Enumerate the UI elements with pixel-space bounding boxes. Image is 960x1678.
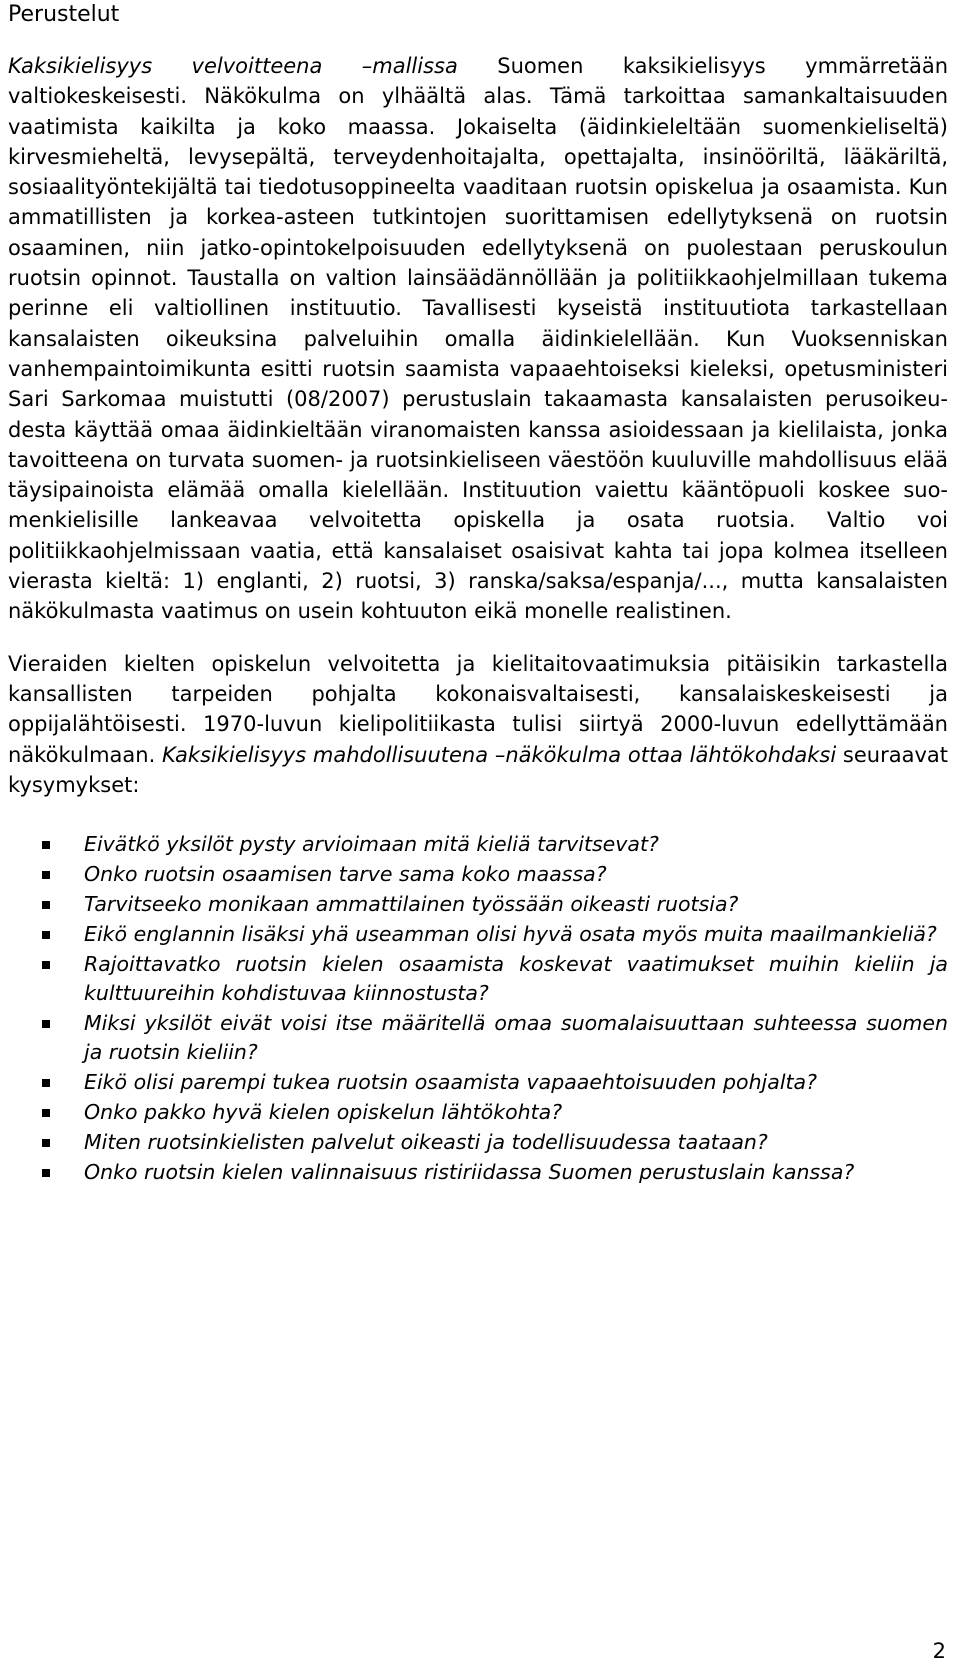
page-number: 2	[932, 1639, 946, 1663]
square-bullet-icon	[42, 961, 50, 969]
paragraph-1	[8, 51, 948, 627]
list-item-text: Rajoittavatko ruotsin kielen osaamista koskevat vaatimukset muihin kieliin ja kulttuureihin kohdistuvaa kiinnostusta?	[84, 952, 948, 1006]
list-item	[8, 1009, 948, 1067]
list-item-text: Onko pakko hyvä kielen opiskelun lähtökohta?	[84, 1100, 563, 1125]
square-bullet-icon	[42, 1139, 50, 1147]
document-page	[8, 0, 948, 1188]
paragraph-2-body-end: seuraavat kysymykset:	[8, 742, 949, 797]
list-item-text: Miksi yksilöt eivät voisi itse määritellä omaa suomalaisuuttaan suhteessa suomen ja ruotsin kieliin?	[84, 1011, 948, 1065]
list-item	[8, 1098, 948, 1127]
paragraph-2-body-start: Vieraiden kielten opiskelun velvoitetta ja kielitaitovaatimuksia pitäisikin tarkastella kansallisten tarpeiden pohjalta kokonaisvaltaisesti, kansalaiskeskeisesti ja oppijalähtöisesti. 1970-luvun kielipolitiikasta tulisi siirtyä 2000-luvun edellyttämään näkökulmaan.	[8, 651, 948, 767]
square-bullet-icon	[42, 931, 50, 939]
paragraph-2	[8, 649, 948, 800]
square-bullet-icon	[42, 901, 50, 909]
paragraph-1-body: Suomen kaksikielisyys ymmärretään valtiokeskeisesti. Näkökulma on ylhäältä alas. Tämä tarkoittaa samankaltaisuuden vaatimista kaikilta ja koko maassa. Jokaiselta (äidinkieleltään suomenkieliseltä) kirvesmieheltä, levysepältä, terveydenhoitajalta, opettajalta, insinööriltä, lääkäriltä, sosiaalityöntekijältä tai tiedotusoppineelta vaaditaan ruotsin opiskelua ja osaamista. Kun ammatillisten ja korkea-asteen tutkintojen suorittamisen edellytyksenä on ruotsin osaaminen, niin jatko-opintokelpoisuuden edellytyksenä on puolestaan peruskoulun ruotsin opinnot. Taustalla on valtion lainsäädännöllään ja politiikkaohjelmillaan tukema perinne eli valtiollinen instituutio. Tavallisesti kyseistä instituutiota tarkastellaan kansalaisten oikeuksina palveluihin omalla äidinkielellään. Kun Vuoksenniskan vanhempaintoimikunta esitti ruotsin saamista vapaaehtoiseksi kieleksi, opetusministeri Sari Sarkomaa muistutti (08/2007) perustuslain takaamasta kansalaisten perusoikeudesta käyttää omaa äidinkieltään viranomaisten kanssa asioidessaan ja kielilaista, jonka tavoitteena on turvata suomen- ja ruotsinkieliseen väestöön kuuluville mahdollisuus elää täysipainoista elämää omalla kielellään. Instituution vaiettu kääntöpuoli koskee suomenkielisille lankeavaa velvoitetta opiskella ja osata ruotsia. Valtio voi politiikkaohjelmissaan vaatia, että kansalaiset osaisivat kahta tai jopa kolmea itselleen vierasta kieltä: 1) englanti, 2) ruotsi, 3) ranska/saksa/espanja/..., mutta kansalaisten näkökulmasta vaatimus on usein kohtuuton eikä monelle realistinen.	[8, 54, 948, 624]
list-item-text: Eikö englannin lisäksi yhä useamman olisi hyvä osata myös muita maailmankieliä?	[84, 922, 937, 947]
list-item	[8, 890, 948, 919]
square-bullet-icon	[42, 1020, 50, 1028]
list-item	[8, 830, 948, 859]
paragraph-2-italic-term: Kaksikielisyys mahdollisuutena –näkökulma ottaa lähtökohdaksi	[162, 742, 837, 767]
list-item	[8, 1068, 948, 1097]
paragraph-1-lead-italic: Kaksikielisyys velvoitteena –mallissa	[8, 54, 458, 78]
square-bullet-icon	[42, 1109, 50, 1117]
list-item-text: Eivätkö yksilöt pysty arvioimaan mitä kieliä tarvitsevat?	[84, 832, 659, 857]
square-bullet-icon	[42, 1169, 50, 1177]
list-item	[8, 1158, 948, 1187]
list-item	[8, 860, 948, 889]
question-list	[8, 830, 948, 1187]
list-item	[8, 950, 948, 1008]
list-item-text: Miten ruotsinkielisten palvelut oikeasti ja todellisuudessa taataan?	[84, 1130, 768, 1155]
list-item-text: Eikö olisi parempi tukea ruotsin osaamista vapaaehtoisuuden pohjalta?	[84, 1070, 817, 1095]
list-item-text: Tarvitseeko monikaan ammattilainen työssään oikeasti ruotsia?	[84, 892, 739, 917]
list-item-text: Onko ruotsin kielen valinnaisuus ristiriidassa Suomen perustuslain kanssa?	[84, 1160, 855, 1185]
list-item	[8, 1128, 948, 1157]
square-bullet-icon	[42, 1079, 50, 1087]
list-item	[8, 920, 948, 949]
section-heading: Perustelut	[8, 2, 120, 27]
square-bullet-icon	[42, 841, 50, 849]
square-bullet-icon	[42, 871, 50, 879]
list-item-text: Onko ruotsin osaamisen tarve sama koko maassa?	[84, 862, 607, 887]
